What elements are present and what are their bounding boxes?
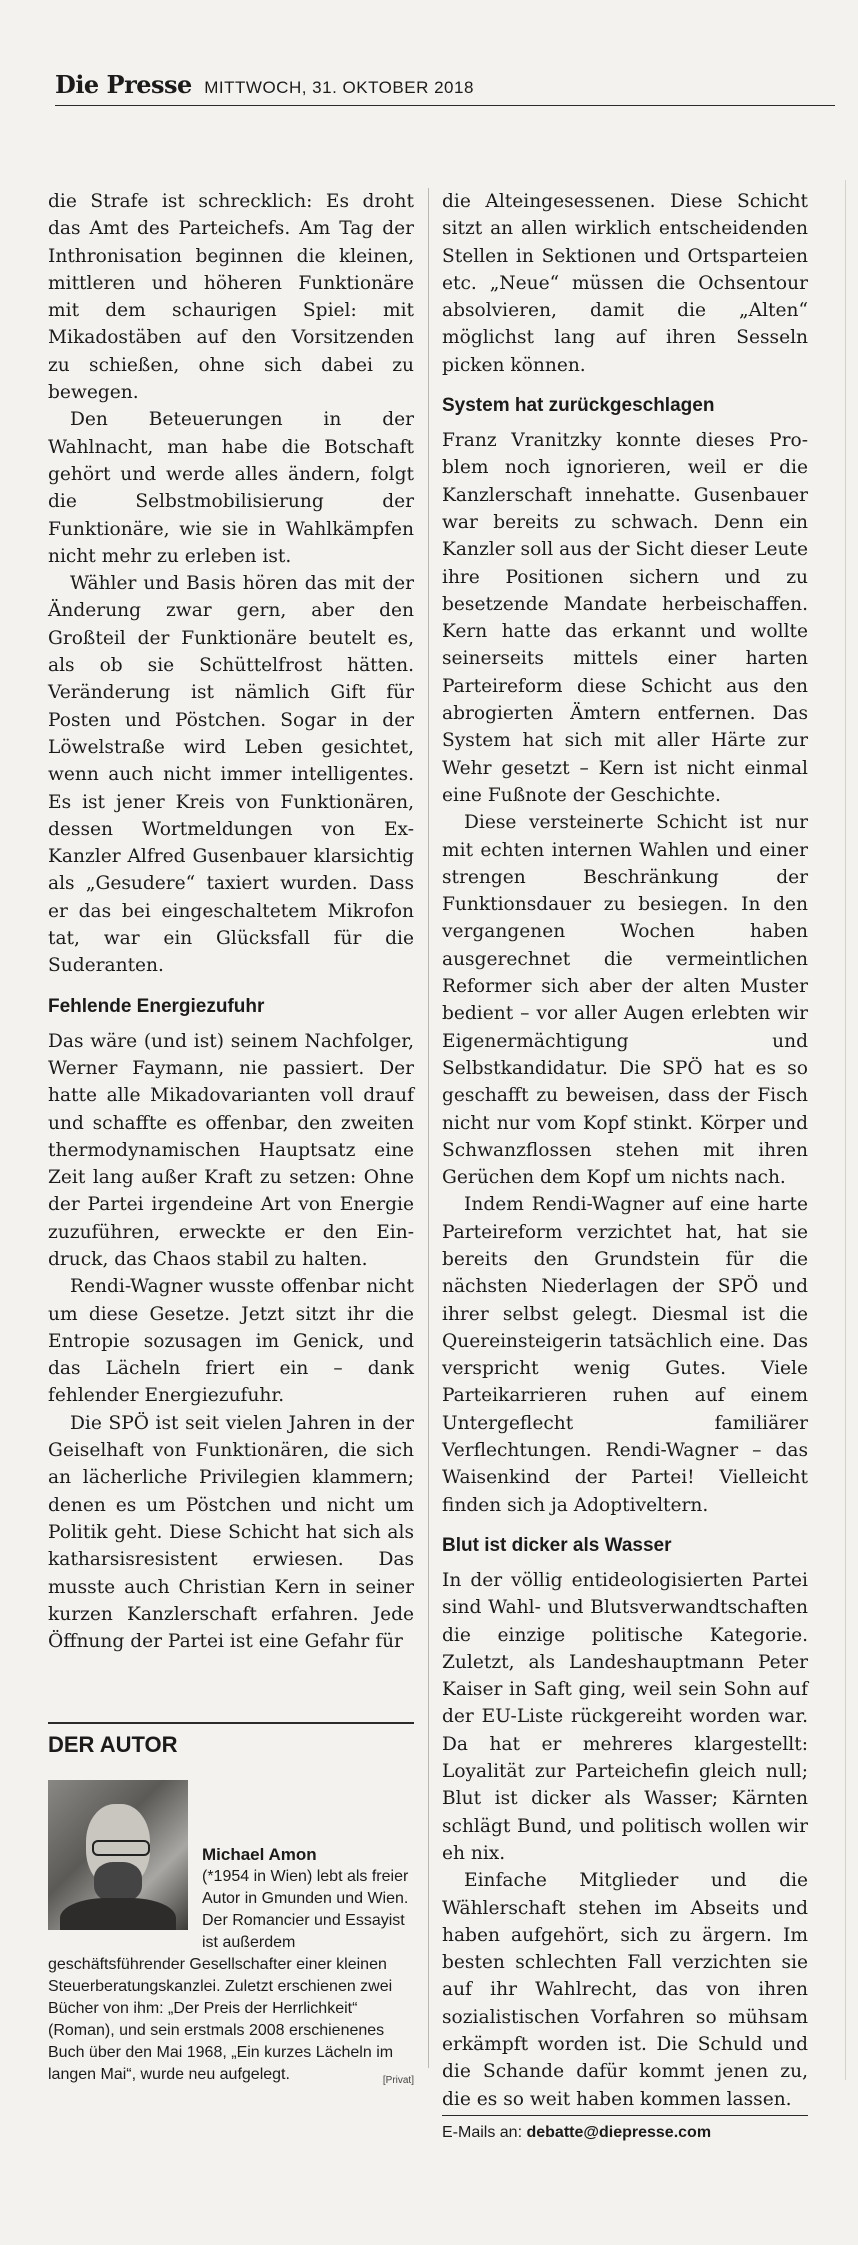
paragraph: Wähler und Basis hören das mit der Änderung zwar gern, aber den Großteil der Funktionäre beutelt es, als ob sie Schüttelfrost hätten. Veränderung ist nämlich Gift für Posten und Pöstchen. Sogar in der Löwelstraße wird Leben gesichtet, wenn auch nicht immer intelligentes. Es ist jener Kreis von Funktionären, dessen Wortmeldungen von Ex-Kanzler Alfred Gusenbauer klarsichtig als „Gesudere“ taxiert wurden. Dass er das bei eingeschaltetem Mikrofon tat, war ein Glücksfall für die Suderanten. <box>48 573 414 977</box>
paragraph: Rendi-Wagner wusste offenbar nicht um diese Gesetze. Jetzt sitzt ihr die Entropie sozusagen im Genick, und das Lächeln friert ein – dank fehlender Energiezufuhr. <box>48 1276 414 1407</box>
paragraph: Die SPÖ ist seit vielen Jahren in der Geiselhaft von Funktionären, die sich an lächerliche Privilegien klammern; denen es um Pöstchen und nicht um Politik geht. Diese Schicht hat sich als katharsisresistent erwiesen. Das musste auch Christian Kern in seiner kurzen Kanzlerschaft erfahren. Jede Öffnung der Partei ist eine Gefahr für <box>48 1412 414 1653</box>
author-heading: DER AUTOR <box>48 1722 414 1758</box>
paragraph: Diese versteinerte Schicht ist nur mit echten internen Wahlen und einer strengen Beschränkung der Funktionsdauer zu besiegen. In den vergangenen Wochen haben ausgerechnet die vermeintlichen Reformer sich aber der alten Muster bedient – vor aller Augen erlebten wir Eigenermächtigung und Selbstkandidatur. Die SPÖ hat es so geschafft zu beweisen, dass der Fisch nicht nur vom Kopf stinkt. Körper und Schwanzflossen stehen mit ihren Gerüchen dem Kopf um nichts nach. <box>442 812 808 1189</box>
email-label: E-Mails an: <box>442 2124 523 2141</box>
author-photo <box>48 1780 188 1930</box>
email-footer <box>442 2115 808 2142</box>
paragraph: Das wäre (und ist) seinem Nachfolger, Werner Faymann, nie passiert. Der hatte alle Mikadovarianten voll drauf und schaffte es offenbar, den zweiten thermodynamischen Hauptsatz eine Zeit lang außer Kraft zu setzen: Ohne der Partei irgendeine Art von Energie zuzuführen, erweckte er den Eindruck, das Chaos stabil zu halten. <box>48 1030 414 1270</box>
page-edge-line <box>845 180 846 2080</box>
right-column <box>442 188 808 2113</box>
masthead <box>55 70 835 106</box>
photo-credit: [Privat] <box>382 2075 414 2086</box>
email-address[interactable]: debatte@diepresse.com <box>526 2124 712 2141</box>
subheading: System hat zurückgeschlagen <box>442 395 715 417</box>
subheading: Fehlende Energiezufuhr <box>48 995 265 1017</box>
paragraph: Franz Vranitzky konnte dieses Problem noch ignorieren, weil er die Kanzlerschaft innehatte. Gusenbauer war bereits zu schwach. Denn ein Kanzler soll aus der Sicht dieser Leute ihre Positionen sichern und zu besetzende Mandate herbeischaffen. Kern hatte das erkannt und wollte seinerseits mittels einer harten Parteireform diese Schicht aus den abrogierten Ämtern entfernen. Das System hat sich mit aller Härte zur Wehr gesetzt – Kern ist nicht einmal eine Fußnote der Geschichte. <box>442 430 808 806</box>
paragraph: In der völlig entideologisierten Partei sind Wahl- und Blutsverwandtschaften die einzige politische Kategorie. Zuletzt, als Landeshauptmann Peter Kaiser in Saft ging, weil sein Sohn auf der EU-Liste rückgereiht worden war. Da hat er mehreres klargestellt: Loyalität zur Parteichefin gleich null; Blut ist dicker als Wasser; Kärnten schlägt Bund, und politisch wollen wir eh nix. <box>442 1569 808 1864</box>
paragraph: Indem Rendi-Wagner auf eine harte Parteireform verzichtet hat, hat sie bereits den Grundstein für die nächsten Niederlagen der SPÖ und ihrer selbst gelegt. Diesmal ist die Quereinsteigerin tatsächlich eine. Das verspricht wenig Gutes. Viele Parteikarrieren ruhen auf einem Untergeflecht familiärer Verflechtungen. Rendi-Wagner – das Waisenkind der Partei! Vielleicht finden sich ja Adoptiveltern. <box>442 1194 808 1516</box>
paragraph: Den Beteuerungen in der Wahlnacht, man habe die Botschaft gehört und werde alles ändern, folgt die Selbstmobilisierung der Funktionäre, wie sie in Wahlkämpfen nicht mehr zu erleben ist. <box>48 409 414 567</box>
column-divider <box>428 188 429 2068</box>
left-column <box>48 188 414 1655</box>
author-box <box>48 1722 414 2092</box>
newspaper-brand: Die Presse <box>55 70 192 99</box>
paragraph: die Strafe ist schrecklich: Es droht das Amt des Parteichefs. Am Tag der Inthronisation beginnen die kleinen, mittleren und höheren Funktionäre mit dem schaurigen Spiel: mit Mikadostäben auf den Vorsitzenden zu schießen, ohne sich dabei zu bewegen. <box>48 191 414 404</box>
issue-date: MITTWOCH, 31. OKTOBER 2018 <box>204 78 474 97</box>
subheading: Blut ist dicker als Wasser <box>442 1534 672 1556</box>
paragraph: Einfache Mitglieder und die Wählerschaft stehen im Abseits und haben aufgehört, sich zu ärgern. Im besten schlechten Fall verzichten sie auf ihr Wahlrecht, das von ihren sozialistischen Vorfahren so mühsam erkämpft worden ist. Die Schuld und die Schande dafür kommt jenen zu, die es so weit haben kommen lassen. <box>442 1870 808 2110</box>
author-name: Michael Amon <box>202 1845 317 1864</box>
author-info <box>48 1780 414 2086</box>
paragraph: die Alteingesessenen. Diese Schicht sitzt an allen wirklich entscheidenden Stellen in Sektionen und Ortsparteien etc. „Neue“ müssen die Ochsentour absolvieren, damit die „Alten“ möglichst lang auf ihren Sesseln picken können. <box>442 191 808 376</box>
author-bio: (*1954 in Wien) lebt als freier Autor in Gmunden und Wien. Der Romancier und Essayist ist außerdem geschäftsführender Gesellschafter einer kleinen Steuerberatungskanzlei. Zuletzt erschienen zwei Bücher von ihm: „Der Preis der Herrlichkeit“ (Roman), und sein erstmals 2008 erschienenes Buch über den Mai 1968, „Ein kurzes Lächeln im langen Mai“, wurde neu aufgelegt. <box>48 1868 409 2083</box>
